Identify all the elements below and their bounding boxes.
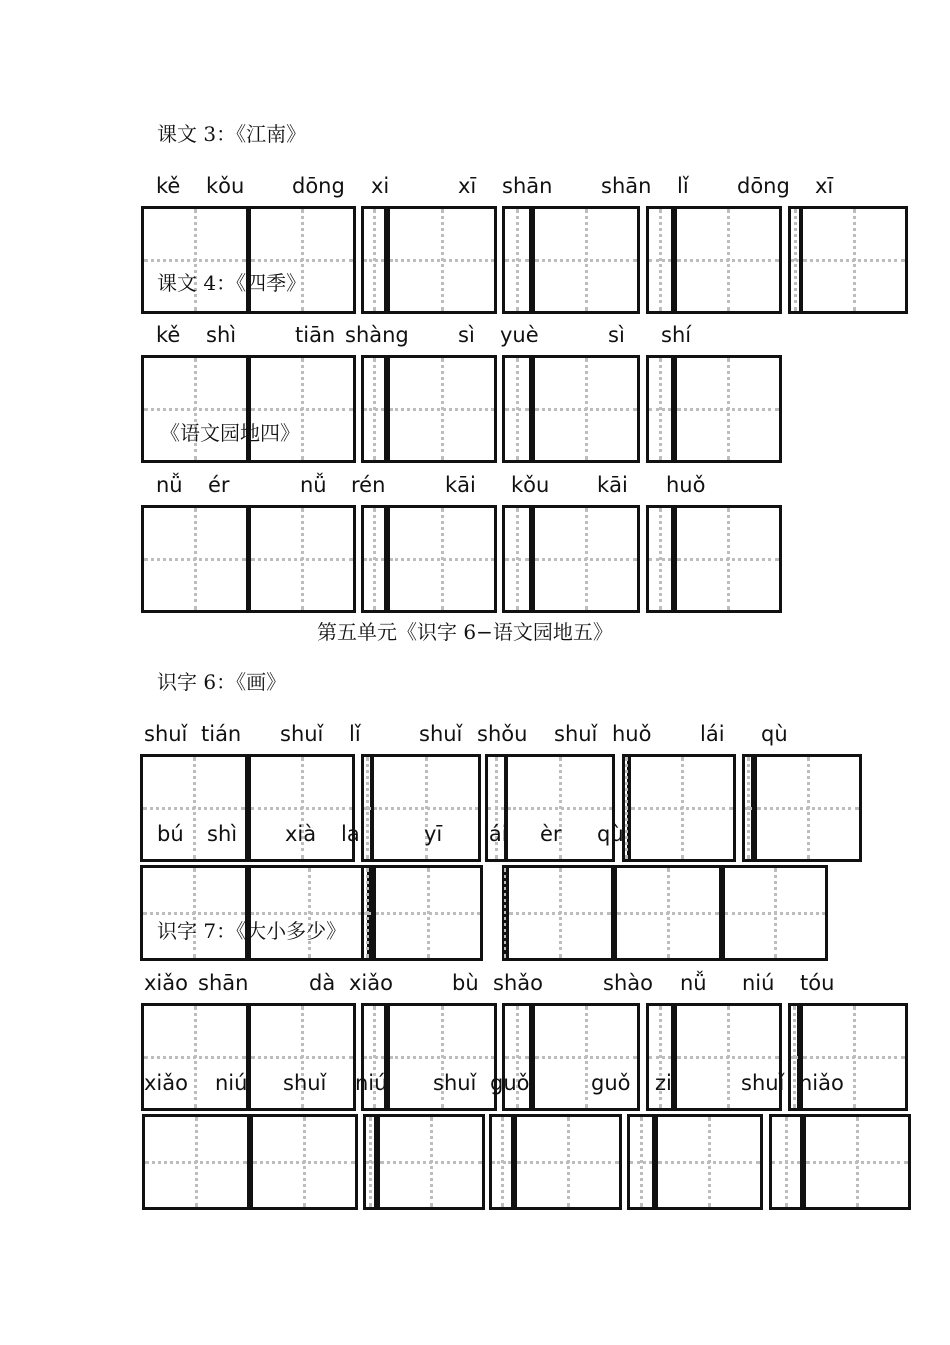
heading-garden4: 《语文园地四》	[160, 421, 300, 445]
pinyin-syllable: xiǎo	[144, 971, 188, 995]
heading-literacy7: 识字 7：《大小多少》	[157, 919, 347, 943]
pinyin-syllable: èr	[540, 822, 562, 846]
pinyin-syllable: kǒu	[206, 174, 245, 198]
pinyin-syllable: sì	[608, 323, 625, 347]
pinyin-syllable: shuǐ	[283, 1071, 327, 1095]
pinyin-syllable: shì	[206, 323, 237, 347]
pinyin-syllable: xī	[458, 174, 477, 198]
pinyin-syllable: bú	[157, 822, 184, 846]
pinyin-syllable: lái	[700, 722, 725, 746]
heading-literacy6: 识字 6：《画》	[157, 670, 287, 694]
pinyin-syllable: shàng	[345, 323, 409, 347]
pinyin-syllable: yuè	[500, 323, 539, 347]
pinyin-syllable: tiān	[295, 323, 336, 347]
pinyin-syllable: shuǐ	[419, 722, 463, 746]
pinyin-syllable: huǒ	[612, 722, 652, 746]
pinyin-syllable: lǐ	[349, 722, 361, 746]
pinyin-syllable: niǎo	[799, 1071, 844, 1095]
pinyin-syllable: shǒu	[477, 722, 528, 746]
pinyin-syllable: shuǐ	[144, 722, 188, 746]
pinyin-syllable: tián	[201, 722, 242, 746]
pinyin-syllable: guǒ	[490, 1071, 530, 1095]
pinyin-syllable: kāi	[597, 473, 628, 497]
pinyin-syllable: xià	[285, 822, 317, 846]
pinyin-syllable: rén	[351, 473, 386, 497]
pinyin-syllable: bù	[452, 971, 479, 995]
pinyin-syllable: xiǎo	[144, 1071, 188, 1095]
pinyin-syllable: shuǐ	[280, 722, 324, 746]
pinyin-syllable: niú	[215, 1071, 248, 1095]
pinyin-syllable: dà	[309, 971, 336, 995]
heading-lesson4: 课文 4：《四季》	[157, 271, 307, 295]
pinyin-syllable: xī	[815, 174, 834, 198]
pinyin-syllable: qù	[761, 722, 788, 746]
pinyin-syllable: guǒ	[591, 1071, 631, 1095]
pinyin-syllable: shān	[502, 174, 553, 198]
pinyin-syllable: nǚ	[680, 971, 707, 995]
heading-unit5: 第五单元《识字 6−语文园地五》	[317, 620, 613, 644]
pinyin-syllable: tóu	[800, 971, 835, 995]
pinyin-syllable: shuǐ	[433, 1071, 477, 1095]
pinyin-syllable: kāi	[445, 473, 476, 497]
pinyin-syllable: shǎo	[493, 971, 543, 995]
pinyin-syllable: niú	[742, 971, 775, 995]
pinyin-syllable: huǒ	[666, 473, 706, 497]
pinyin-syllable: qù	[597, 822, 624, 846]
pinyin-syllable: shān	[601, 174, 652, 198]
pinyin-syllable: shān	[198, 971, 249, 995]
pinyin-syllable: zi	[655, 1071, 672, 1095]
pinyin-syllable: shào	[603, 971, 653, 995]
pinyin-syllable: shuǐ	[741, 1071, 785, 1095]
pinyin-syllable: shí	[661, 323, 692, 347]
pinyin-syllable: lǐ	[677, 174, 689, 198]
pinyin-syllable: yī	[424, 822, 443, 846]
pinyin-syllable: lái	[483, 822, 508, 846]
pinyin-syllable: dōng	[292, 174, 345, 198]
pinyin-syllable: ér	[208, 473, 230, 497]
pinyin-syllable: sì	[458, 323, 475, 347]
pinyin-syllable: xiǎo	[349, 971, 393, 995]
pinyin-syllable: shuǐ	[554, 722, 598, 746]
pinyin-syllable: kě	[156, 323, 181, 347]
pinyin-syllable: kě	[156, 174, 181, 198]
pinyin-syllable: lai	[341, 822, 366, 846]
pinyin-syllable: dōng	[737, 174, 790, 198]
pinyin-syllable: xi	[371, 174, 390, 198]
heading-lesson3: 课文 3：《江南》	[157, 122, 307, 146]
pinyin-syllable: nǚ	[300, 473, 327, 497]
pinyin-syllable: niú	[355, 1071, 388, 1095]
pinyin-syllable: shì	[207, 822, 238, 846]
pinyin-syllable: nǚ	[156, 473, 183, 497]
pinyin-syllable: kǒu	[511, 473, 550, 497]
